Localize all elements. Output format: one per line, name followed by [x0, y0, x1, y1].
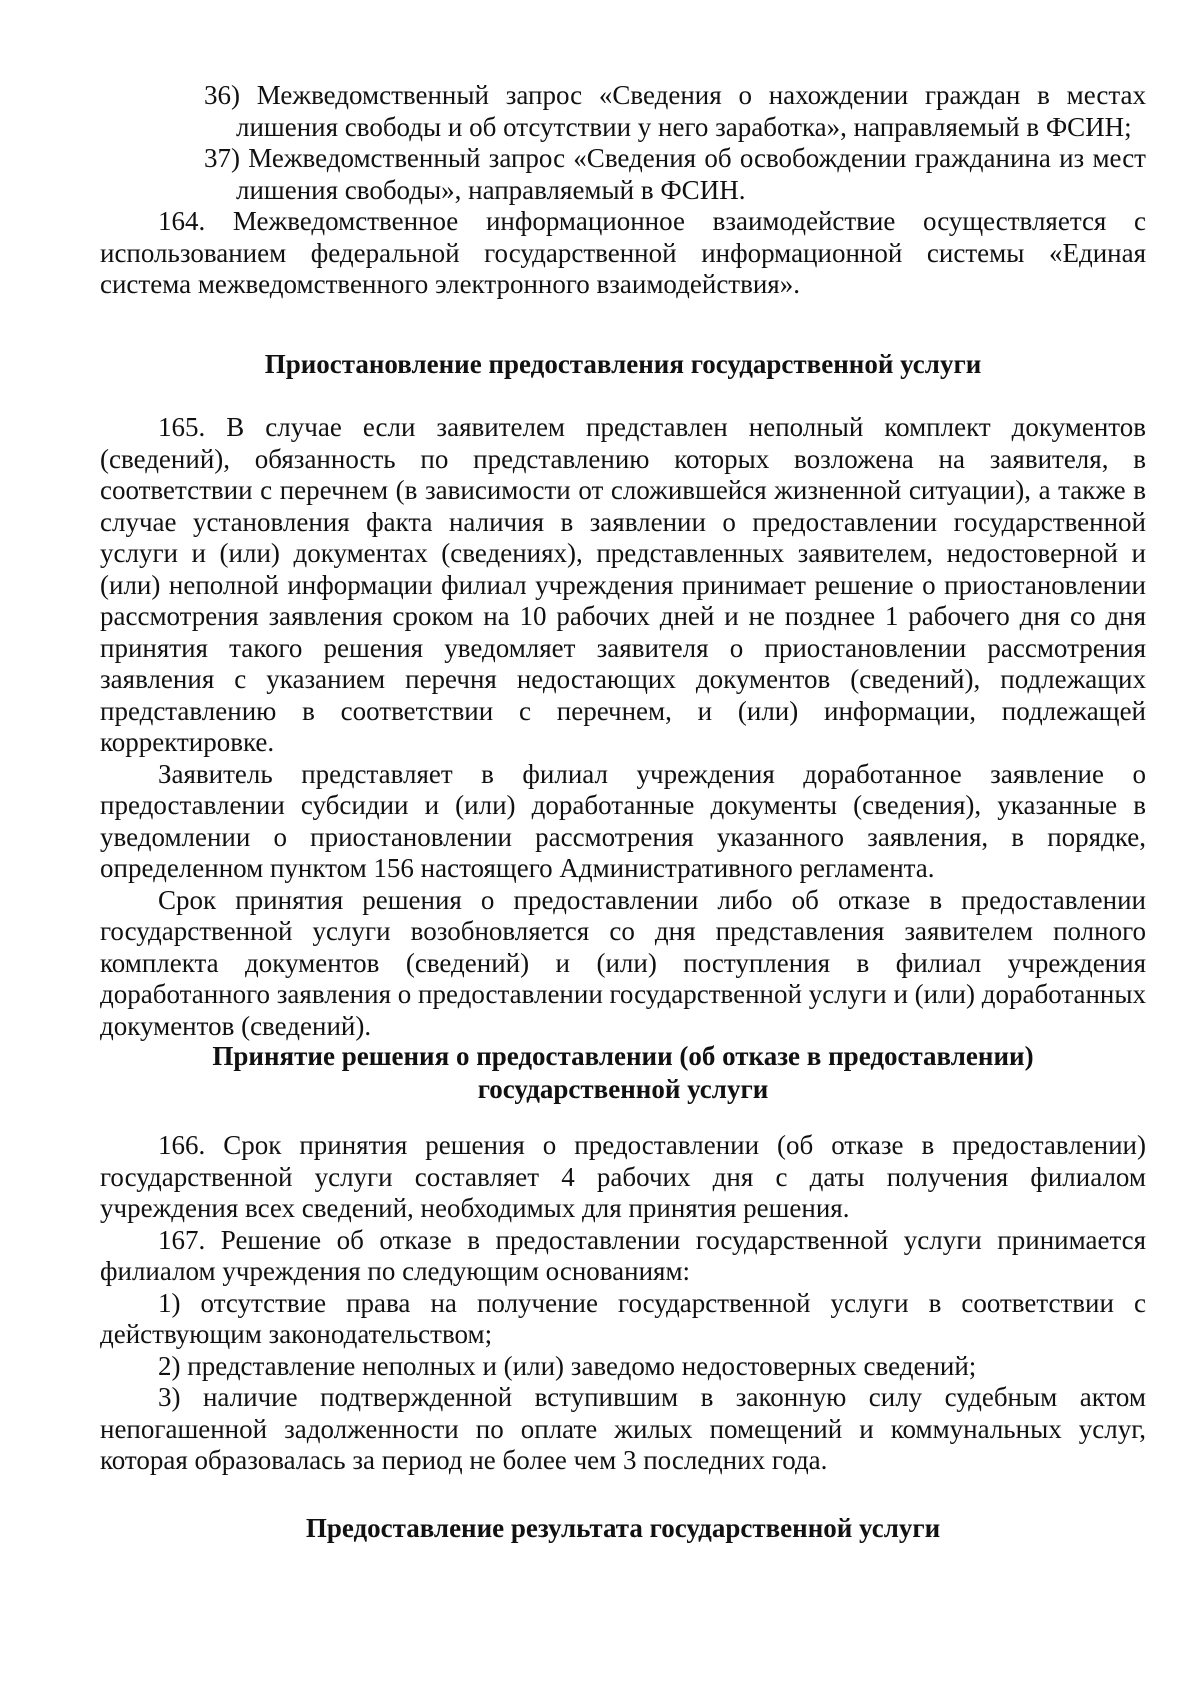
section-interagency-requests: [100, 80, 1146, 301]
list-item-37: 37) Межведомственный запрос «Сведения об освобождении гражданина из мест лишения свободы», направляемый в ФСИН.: [204, 143, 1146, 205]
paragraph-167: 167. Решение об отказе в предоставлении государственной услуги принимается филиалом учреждения по следующим основаниям:: [100, 1224, 1146, 1286]
paragraph-167-item-1: 1) отсутствие права на получение государственной услуги в соответствии с действующим законодательством;: [100, 1287, 1146, 1349]
list-item-36: 36) Межведомственный запрос «Сведения о нахождении граждан в местах лишения свободы и об отсутствии у него заработка», направляемый в ФСИН;: [204, 80, 1146, 142]
section-suspension: [100, 412, 1146, 1042]
heading-decision: [100, 1040, 1146, 1106]
heading-suspension: Приостановление предоставления государственной услуги: [264, 349, 982, 379]
paragraph-164: 164. Межведомственное информационное взаимодействие осуществляется с использованием федеральной государственной информационной системы «Единая система межведомственного электронного взаимодействия».: [100, 206, 1146, 299]
paragraph-165: 165. В случае если заявителем представлен неполный комплект документов (сведений), обязанность по представлению которых возложена на заявителя, в соответствии с перечнем (в зависимости от сложившейся жизненной ситуации), а также в случае установления факта наличия в заявлении о предоставлении государственной услуги и (или) документах (сведениях), представленных заявителем, недостоверной и (или) неполной информации филиал учреждения принимает решение о приостановлении рассмотрения заявления сроком на 10 рабочих дней и не позднее 1 рабочего дня со дня принятия такого решения уведомляет заявителя о приостановлении рассмотрения заявления с указанием перечня недостающих документов (сведений), подлежащих представлению в соответствии с перечнем, и (или) информации, подлежащей корректировке.: [100, 412, 1146, 757]
paragraph-167-item-3: 3) наличие подтвержденной вступившим в законную силу судебным актом непогашенной задолженности по оплате жилых помещений и коммунальных услуг, которая образовалась за период не более чем 3 последних года.: [100, 1382, 1146, 1475]
paragraph-165-resubmission: Заявитель представляет в филиал учреждения доработанное заявление о предоставлении субсидии и (или) доработанные документы (сведения), указанные в уведомлении о приостановлении рассмотрения указанного заявления, в порядке, определенном пунктом 156 настоящего Административного регламента.: [100, 758, 1146, 883]
paragraph-167-item-2: 2) представление неполных и (или) заведомо недостоверных сведений;: [158, 1350, 977, 1381]
heading-result: Предоставление результата государственной услуги: [305, 1513, 941, 1543]
paragraph-166: 166. Срок принятия решения о предоставлении (об отказе в предоставлении) государственной услуги составляет 4 рабочих дня с даты получения филиалом учреждения всех сведений, необходимых для принятия решения.: [100, 1130, 1146, 1223]
heading-decision-line2: государственной услуги: [477, 1074, 769, 1104]
paragraph-165-term-resume: Срок принятия решения о предоставлении либо об отказе в предоставлении государственной услуги возобновляется со дня представления заявителем полного комплекта документов (сведений) и (или) поступления в филиал учреждения доработанного заявления о предоставлении государственной услуги и (или) доработанных документов (сведений).: [100, 884, 1146, 1041]
section-decision: [100, 1130, 1146, 1477]
heading-decision-line1: Принятие решения о предоставлении (об отказе в предоставлении): [212, 1041, 1034, 1071]
